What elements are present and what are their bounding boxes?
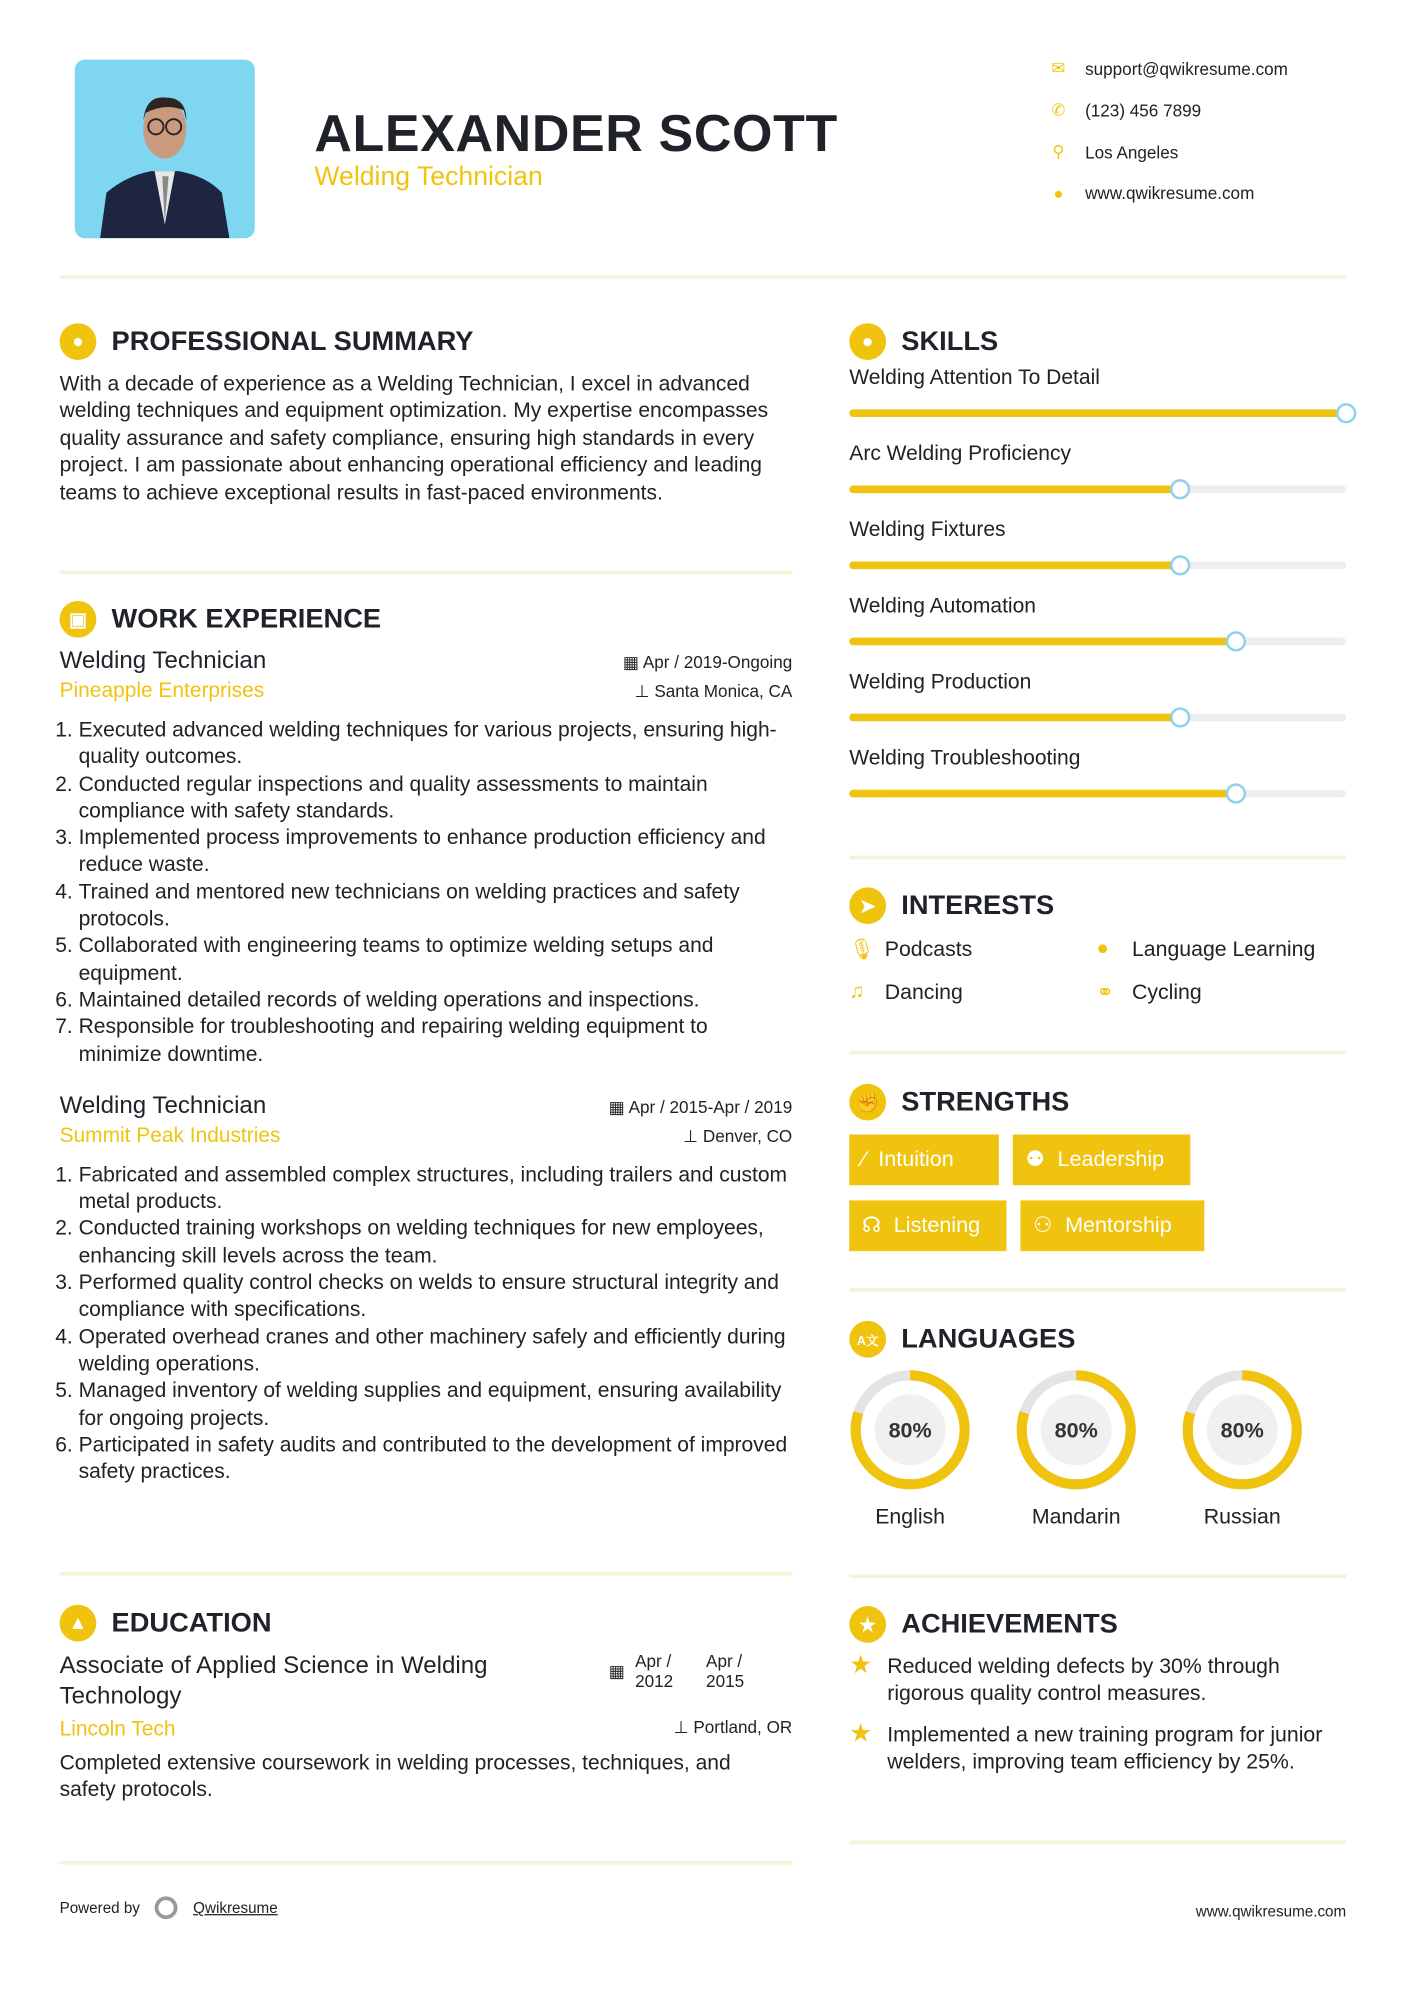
job-bullet: 1. Executed advanced welding techniques for various projects, ensuring high-quality outcomes. xyxy=(79,716,795,770)
language-donut xyxy=(849,1369,971,1491)
calendar-icon: ▦ xyxy=(608,1661,625,1681)
section-title: INTERESTS xyxy=(901,889,1055,921)
divider xyxy=(849,1051,1346,1055)
skill-label: Welding Production xyxy=(849,669,1032,694)
section-title: PROFESSIONAL SUMMARY xyxy=(111,325,474,357)
section-title: ACHIEVEMENTS xyxy=(901,1608,1118,1640)
job-bullets xyxy=(60,716,795,1067)
achievement-item: ★ Reduced welding defects by 30% through rigorous quality control measures. xyxy=(849,1651,1280,1706)
section-title: WORK EXPERIENCE xyxy=(111,603,382,634)
strength-chip: ☊ Listening xyxy=(849,1200,1006,1251)
divider xyxy=(60,570,793,574)
contact-website[interactable]: ● www.qwikresume.com xyxy=(1050,184,1255,203)
skill-bar xyxy=(849,714,1346,722)
skill-bar xyxy=(849,790,1346,798)
section-title: STRENGTHS xyxy=(901,1086,1070,1117)
skill-label: Welding Fixtures xyxy=(849,517,1006,542)
divider xyxy=(60,1572,793,1576)
user-plus-icon: ⚇ xyxy=(1033,1213,1053,1238)
map-pin-icon: ⚲ xyxy=(1052,141,1065,161)
star-badge-icon: ★ xyxy=(849,1606,886,1643)
divider xyxy=(849,1841,1346,1845)
strength-chip: ⚉ Leadership xyxy=(1013,1135,1190,1186)
header-divider xyxy=(60,275,1347,279)
job-bullet: 1. Fabricated and assembled complex structures, including trailers and custom metal products. xyxy=(79,1161,795,1215)
section-title: EDUCATION xyxy=(111,1607,272,1638)
job-date: Apr / 2019-Ongoing xyxy=(642,652,793,672)
translate-icon: A文 xyxy=(849,1321,886,1358)
job-bullet: 6. Participated in safety audits and contributed to the development of improved safety practices. xyxy=(79,1431,795,1485)
skill-item xyxy=(849,441,1346,517)
language-donut xyxy=(1015,1369,1137,1491)
job-bullet: 7. Responsible for troubleshooting and repairing welding equipment to minimize downtime. xyxy=(79,1013,795,1067)
job-bullet: 5. Collaborated with engineering teams to optimize welding setups and equipment. xyxy=(79,932,795,986)
section-title: LANGUAGES xyxy=(901,1323,1076,1354)
skill-bar xyxy=(849,562,1346,570)
achievement-item: ★ Implemented a new training program for junior welders, improving team efficiency by 25%. xyxy=(849,1719,1323,1774)
interest-item: ♫ Dancing xyxy=(849,979,963,1004)
edu-date-end: Apr / 2015 xyxy=(706,1651,745,1691)
skill-bar-fill xyxy=(849,485,1180,493)
candidate-name: ALEXANDER SCOTT xyxy=(314,103,838,163)
language-percent: 80% xyxy=(1054,1418,1098,1443)
calendar-icon: ▦ xyxy=(608,1097,629,1117)
job-bullet: 3. Performed quality control checks on welds to ensure structural integrity and compliance with specifications. xyxy=(79,1269,795,1323)
skill-bar xyxy=(849,638,1346,646)
skill-item xyxy=(849,365,1346,441)
job-bullet: 3. Implemented process improvements to enhance production efficiency and reduce waste. xyxy=(79,824,795,878)
candidate-role: Welding Technician xyxy=(314,162,543,192)
work-section xyxy=(60,601,793,1485)
globe-icon: ● xyxy=(1096,938,1109,960)
fist-icon: ✊ xyxy=(849,1084,886,1121)
school-name: Lincoln Tech xyxy=(59,1717,176,1741)
job-date: Apr / 2015-Apr / 2019 xyxy=(628,1097,793,1117)
company-name: Pineapple Enterprises xyxy=(59,679,265,703)
pin-icon: ⊥ xyxy=(634,681,655,701)
company-name: Summit Peak Industries xyxy=(59,1124,281,1147)
languages-section xyxy=(849,1321,1346,1549)
skill-item xyxy=(849,745,1346,821)
contact-email[interactable]: ✉ support@qwikresume.com xyxy=(1051,58,1288,78)
section-title: SKILLS xyxy=(901,325,999,357)
divider xyxy=(849,1288,1346,1292)
job-bullet: 2. Conducted regular inspections and quality assessments to maintain compliance with safety standards. xyxy=(79,770,795,824)
phone-icon: ✆ xyxy=(1051,100,1066,120)
divider xyxy=(849,856,1346,860)
summary-section xyxy=(60,323,793,506)
graduation-cap-icon: ▲ xyxy=(60,1605,97,1642)
qwikresume-logo-icon xyxy=(155,1896,178,1919)
skill-bar-thumb xyxy=(1226,631,1246,651)
language-item xyxy=(1015,1369,1137,1530)
pin-icon: ⊥ xyxy=(683,1126,703,1146)
language-item xyxy=(1181,1369,1303,1530)
skill-bar-thumb xyxy=(1171,479,1191,499)
language-label: English xyxy=(875,1504,946,1529)
magic-wand-icon: ⁄ xyxy=(861,1147,866,1172)
divider xyxy=(849,1574,1346,1578)
skill-item xyxy=(849,669,1346,745)
skill-bar-thumb xyxy=(1171,555,1191,575)
star-icon: ★ xyxy=(849,1651,873,1680)
interest-item: 🎙 Podcasts xyxy=(849,936,973,961)
interests-section xyxy=(849,887,1346,1005)
job-bullet: 2. Conducted training workshops on welding techniques for new employees, enhancing skill levels across the team. xyxy=(79,1215,795,1269)
skills-section xyxy=(849,323,1346,821)
briefcase-icon: ▣ xyxy=(60,601,97,638)
education-section xyxy=(60,1605,793,1804)
skill-item xyxy=(849,593,1346,669)
job-entry xyxy=(60,1092,793,1484)
job-title: Welding Technician xyxy=(59,1092,267,1120)
interest-item: ● Language Learning xyxy=(1096,936,1316,961)
divider xyxy=(60,1861,793,1865)
skill-bar-fill xyxy=(849,714,1180,722)
edu-description: Completed extensive coursework in welding processes, techniques, and safety protocols. xyxy=(59,1750,731,1802)
language-item xyxy=(849,1369,971,1530)
pin-icon: ⊥ xyxy=(673,1717,694,1737)
brand-link[interactable]: Qwikresume xyxy=(193,1898,278,1917)
interest-item: ⚭ Cycling xyxy=(1096,979,1202,1004)
users-icon: ⚉ xyxy=(1025,1147,1045,1172)
skill-bar-fill xyxy=(849,638,1236,646)
paper-plane-icon: ➤ xyxy=(849,887,886,924)
calendar-icon: ▦ xyxy=(622,652,643,672)
skill-label: Welding Attention To Detail xyxy=(849,365,1100,390)
skill-bar-thumb xyxy=(1171,707,1191,727)
strengths-section xyxy=(849,1084,1346,1261)
language-label: Russian xyxy=(1203,1504,1281,1529)
envelope-icon: ✉ xyxy=(1051,58,1066,78)
skill-bar-fill xyxy=(849,790,1236,798)
bicycle-icon: ⚭ xyxy=(1096,982,1114,1004)
lightbulb-icon: ● xyxy=(849,323,886,360)
skill-label: Welding Automation xyxy=(849,593,1037,618)
contact-location: ⚲ Los Angeles xyxy=(1050,142,1179,162)
job-bullet: 4. Trained and mentored new technicians on welding practices and safety protocols. xyxy=(79,878,795,932)
achievements-section xyxy=(849,1606,1346,1775)
job-location: Santa Monica, CA xyxy=(654,681,793,701)
footer-powered: Powered by Qwikresume xyxy=(60,1896,278,1919)
footer-website[interactable]: www.qwikresume.com xyxy=(1195,1902,1347,1921)
summary-text: With a decade of experience as a Welding Technician, I excel in advanced welding techniques and equipment optimization. My expertise encompasses quality assurance and safety compliance, ensuring high standards in every project. I am passionate about enhancing operational efficiency and leading teams to achieve exceptional results in fast-paced environments. xyxy=(59,371,769,505)
contact-phone[interactable]: ✆ (123) 456 7899 xyxy=(1051,100,1202,120)
skill-label: Welding Troubleshooting xyxy=(849,745,1081,770)
profile-photo xyxy=(75,60,255,239)
skill-label: Arc Welding Proficiency xyxy=(849,441,1072,466)
language-donut xyxy=(1181,1369,1303,1491)
strength-chip: ⚇ Mentorship xyxy=(1020,1200,1204,1251)
language-percent: 80% xyxy=(1220,1418,1264,1443)
job-bullet: 5. Managed inventory of welding supplies and equipment, ensuring availability for ongoing projects. xyxy=(79,1377,795,1431)
edu-date-start: Apr / 2012 xyxy=(635,1651,674,1691)
skill-bar-fill xyxy=(849,562,1180,570)
language-percent: 80% xyxy=(888,1418,932,1443)
job-location: Denver, CO xyxy=(702,1126,793,1146)
job-bullet: 4. Operated overhead cranes and other machinery safely and efficiently during welding operations. xyxy=(79,1323,795,1377)
degree-title: Associate of Applied Science in Welding Technology xyxy=(59,1652,488,1710)
star-icon: ★ xyxy=(849,1719,873,1748)
headphones-icon: ☊ xyxy=(861,1213,882,1238)
skill-bar-thumb xyxy=(1226,783,1246,803)
language-label: Mandarin xyxy=(1031,1504,1121,1529)
job-bullets xyxy=(60,1161,795,1485)
skill-bar-fill xyxy=(849,409,1346,417)
skill-bar-thumb xyxy=(1336,403,1356,423)
globe-icon: ● xyxy=(1053,183,1064,203)
job-entry xyxy=(60,648,793,1067)
skill-bar xyxy=(849,485,1346,493)
user-icon: ● xyxy=(60,323,97,360)
job-bullet: 6. Maintained detailed records of welding operations and inspections. xyxy=(79,986,795,1013)
edu-location: Portland, OR xyxy=(693,1717,793,1737)
music-note-icon: ♫ xyxy=(849,981,865,1003)
strength-chip: ⁄ Intuition xyxy=(849,1135,999,1186)
skill-bar xyxy=(849,409,1346,417)
skill-item xyxy=(849,517,1346,593)
microphone-icon: 🎙 xyxy=(849,939,876,961)
job-title: Welding Technician xyxy=(59,647,267,675)
